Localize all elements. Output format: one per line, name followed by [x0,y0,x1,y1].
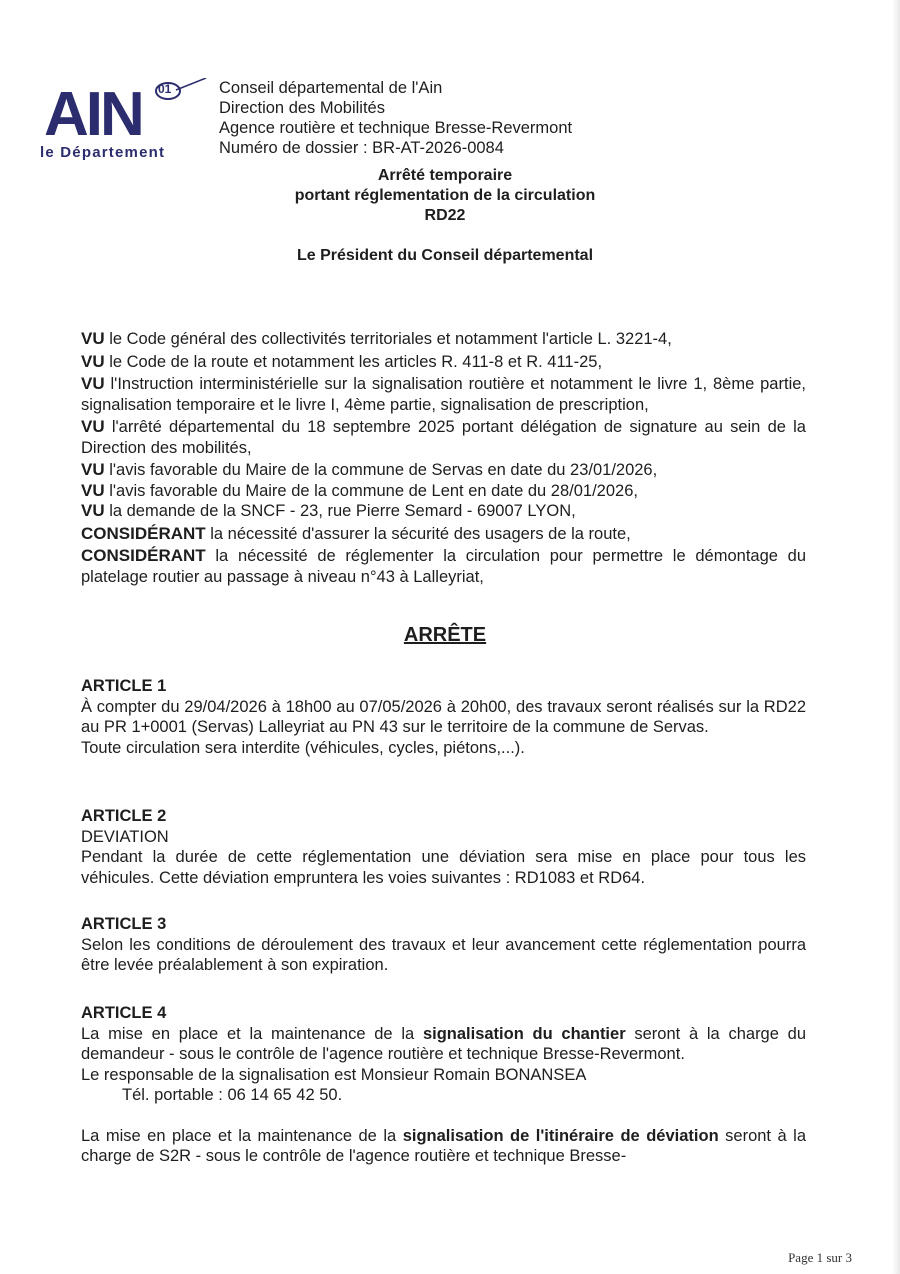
header-line-2: Direction des Mobilités [219,99,385,117]
visa-item: VU l'Instruction interministérielle sur la signalisation routière et notamment le livre 1, 8ème partie, signalisation temporaire et le livre I, 4ème partie, signalisation de prescription, [81,374,806,414]
article-4-title: ARTICLE 4 [81,1004,167,1022]
article-4-paragraph-4: La mise en place et la maintenance de la signalisation de l'itinéraire de déviation seront à la charge de S2R - sous le contrôle de l'agence routière et technique Bresse- [81,1126,807,1165]
article-1-title: ARTICLE 1 [81,677,167,695]
arrete-heading: ARRÊTE [403,624,487,646]
header-line-1: Conseil départemental de l'Ain [219,79,443,97]
president-heading: Le Président du Conseil départemental [296,247,594,264]
page-number: Page 1 sur 3 [788,1250,852,1265]
article-4-paragraph-2: Le responsable de la signalisation est Monsieur Romain BONANSEA [81,1065,587,1084]
visa-item: VU l'avis favorable du Maire de la commune de Lent en date du 28/01/2026, [81,480,638,500]
logo-subtitle: le Département [40,144,166,161]
article-4 [81,1003,806,1167]
article-1-paragraph-1: À compter du 29/04/2026 à 18h00 au 07/05/2026 à 20h00, des travaux seront réalisés sur la RD22 au PR 1+0001 (Servas) Lalleyriat au PN 43 sur le territoire de la commune de Servas. [81,697,806,736]
article-3-paragraph-1: Selon les conditions de déroulement des travaux et leur avancement cette réglementation pourra être levée préalablement à son expiration. [81,935,806,974]
article-1 [81,676,806,758]
visa-item: VU le Code de la route et notamment les articles R. 411-8 et R. 411-25, [81,351,603,371]
visa-item: VU le Code général des collectivités territoriales et notamment l'article L. 3221-4, [81,329,672,348]
visa-item: VU l'avis favorable du Maire de la commune de Servas en date du 23/01/2026, [81,460,658,479]
article-2-title: ARTICLE 2 [81,807,167,825]
ain-logo [40,78,190,164]
visa-item: VU la demande de la SNCF - 23, rue Pierre Semard - 69007 LYON, [81,501,576,520]
article-2-paragraph-1: Pendant la durée de cette réglementation une déviation sera mise en place pour tous les véhicules. Cette déviation empruntera les voies suivantes : RD1083 et RD64. [81,848,806,887]
title-line-2: portant réglementation de la circulation [294,187,596,204]
visa-item: VU l'arrêté départemental du 18 septembre 2025 portant délégation de signature au sein de la Direction des mobilités, [81,417,806,457]
considerant-item: CONSIDÉRANT la nécessité de réglementer la circulation pour permettre le démontage du platelage routier au passage à niveau n°43 à Lalleyriat, [81,546,806,586]
page-edge-shadow [892,0,900,1274]
header-line-3: Agence routière et technique Bresse-Revermont [219,119,573,137]
logo-number: 01 [158,82,172,96]
article-4-phone: Tél. portable : 06 14 65 42 50. [122,1086,343,1104]
article-3 [81,914,806,976]
header-address [219,78,572,158]
article-4-paragraph-1: La mise en place et la maintenance de la signalisation du chantier seront à la charge du demandeur - sous le contrôle de l'agence routière et technique Bresse-Revermont. [81,1024,807,1063]
article-2 [81,806,806,888]
article-3-title: ARTICLE 3 [81,915,167,933]
logo-wordmark: AIN [44,80,142,149]
document-title [0,166,890,226]
title-line-3: RD22 [424,207,466,224]
article-1-paragraph-2: Toute circulation sera interdite (véhicules, cycles, piétons,...). [81,738,525,757]
considerant-item: CONSIDÉRANT la nécessité d'assurer la sécurité des usagers de la route, [81,523,631,543]
article-2-subtitle: DEVIATION [81,827,169,846]
visas-block [81,329,806,589]
title-line-1: Arrêté temporaire [377,167,513,184]
header-file-number: Numéro de dossier : BR-AT-2026-0084 [219,139,504,157]
